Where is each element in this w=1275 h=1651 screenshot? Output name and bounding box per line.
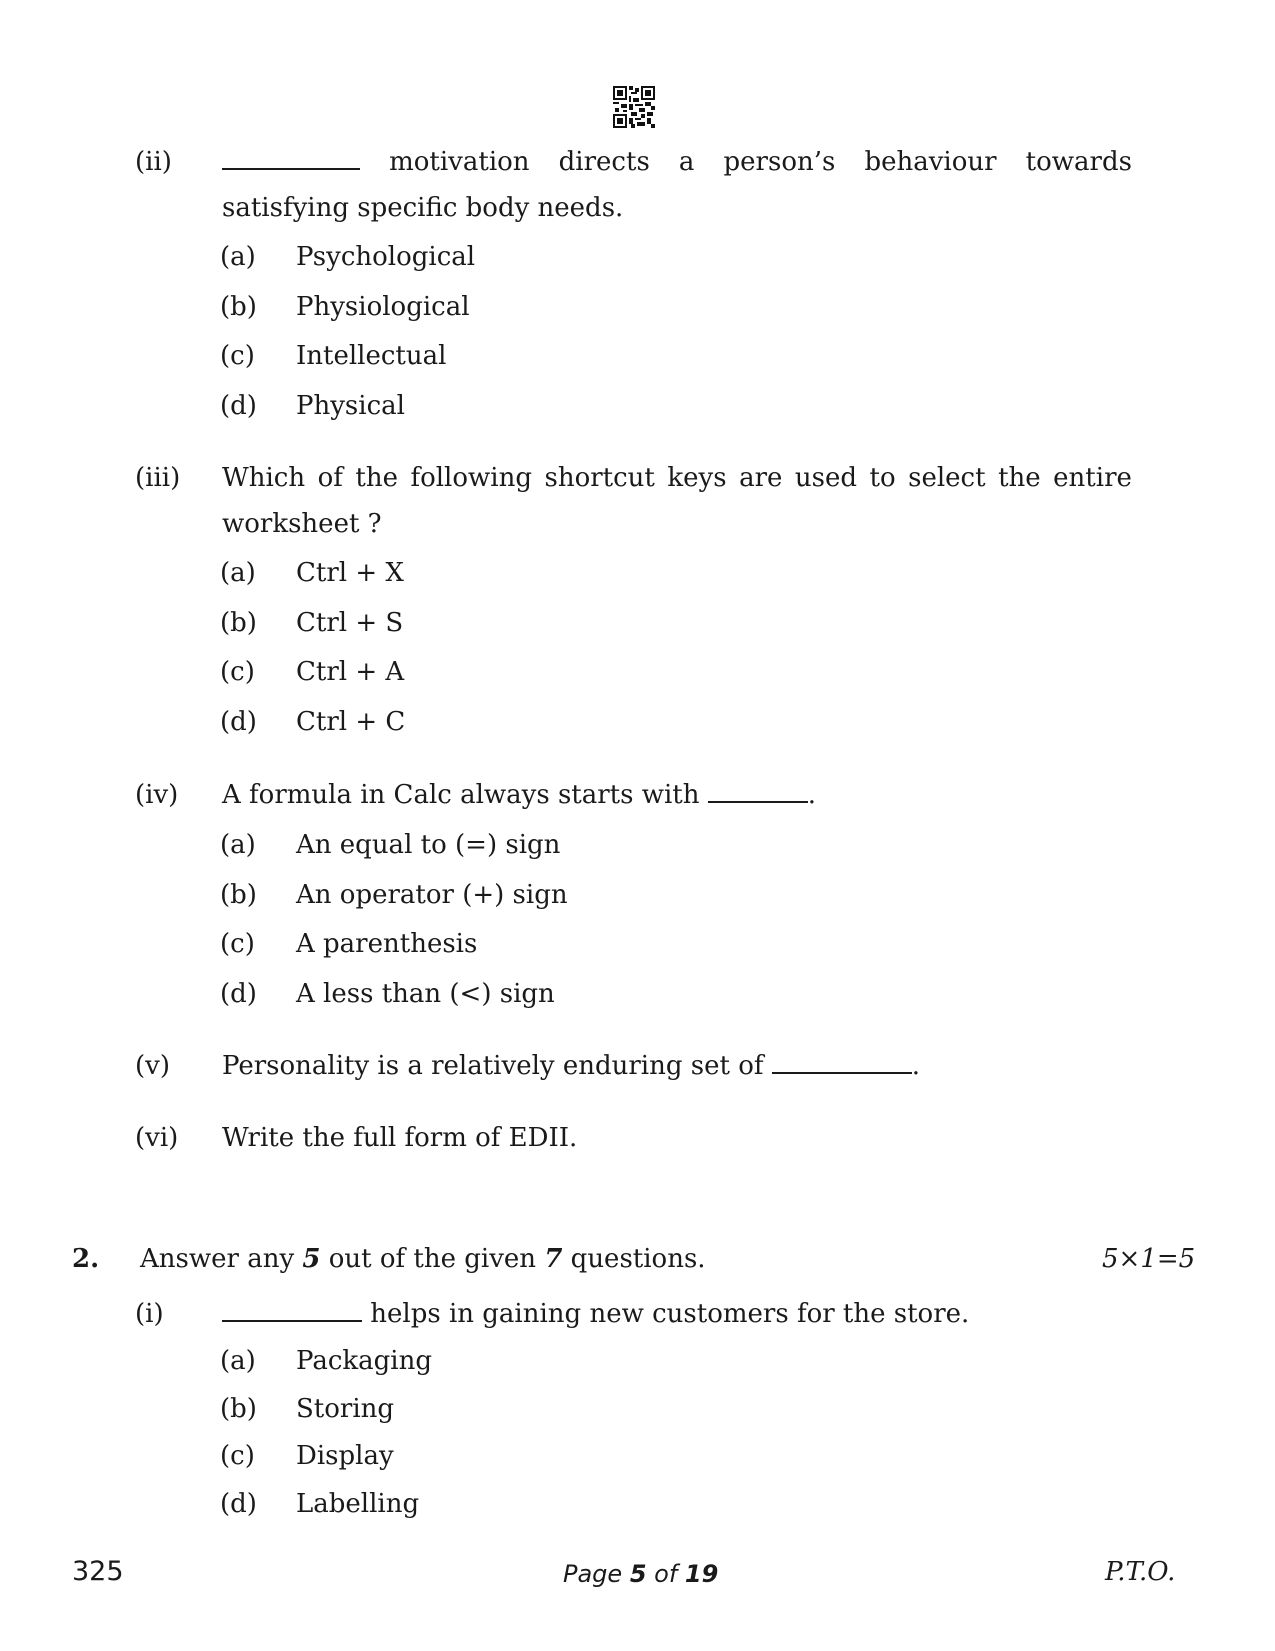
word: following <box>410 463 532 493</box>
question-text: Answer any <box>140 1244 303 1274</box>
option-text: A less than (<) sign <box>296 979 555 1009</box>
option-label: (d) <box>220 391 257 421</box>
pto-label: P.T.O. <box>1105 1557 1176 1587</box>
option-text: An operator (+) sign <box>296 880 568 910</box>
question-number: 2. <box>72 1244 100 1274</box>
question-number: (vi) <box>135 1123 179 1153</box>
word: person’s <box>723 147 836 177</box>
option-text: Storing <box>296 1394 395 1424</box>
option-label: (c) <box>220 341 255 371</box>
question-text-line: worksheet ? <box>222 509 382 539</box>
option-label: (c) <box>220 1441 255 1471</box>
page-current: 5 <box>629 1560 647 1588</box>
option-label: (d) <box>220 1489 257 1519</box>
question-text-line <box>222 1050 920 1082</box>
question-number: (iii) <box>135 463 181 493</box>
option-text: Labelling <box>296 1489 420 1519</box>
option-text: Physical <box>296 391 405 421</box>
question-text: Personality is a relatively enduring set of <box>222 1051 764 1081</box>
word: a <box>678 147 695 177</box>
question-text: questions. <box>562 1244 706 1274</box>
question-text-line: Write the full form of EDII. <box>222 1123 578 1153</box>
option-text: Ctrl + X <box>296 558 404 588</box>
option-label: (b) <box>220 880 257 910</box>
option-label: (a) <box>220 1346 256 1376</box>
word: the <box>998 463 1041 493</box>
question-text: out of the given <box>320 1244 545 1274</box>
word: entire <box>1053 463 1132 493</box>
option-label: (a) <box>220 830 256 860</box>
option-label: (a) <box>220 242 256 272</box>
option-text: An equal to (=) sign <box>296 830 561 860</box>
page-prefix: Page <box>563 1560 630 1588</box>
word: keys <box>667 463 727 493</box>
word: directs <box>558 147 650 177</box>
page-number <box>563 1558 718 1590</box>
option-text: Physiological <box>296 292 470 322</box>
question-text-line <box>222 146 1132 178</box>
option-text: A parenthesis <box>296 929 478 959</box>
question-number: (ii) <box>135 147 172 177</box>
question-text-line <box>222 462 1132 494</box>
word: towards <box>1025 147 1132 177</box>
word: shortcut <box>544 463 655 493</box>
page-mid: of <box>646 1560 685 1588</box>
word: Which <box>222 463 306 493</box>
option-text: Ctrl + C <box>296 707 406 737</box>
word: used <box>794 463 858 493</box>
option-label: (c) <box>220 929 255 959</box>
option-text: Ctrl + S <box>296 608 404 638</box>
punctuation: . <box>807 780 817 810</box>
question-number: (iv) <box>135 780 179 810</box>
answer-blank <box>222 146 360 170</box>
question-text-line: satisfying specific body needs. <box>222 193 624 223</box>
marks-allocation: 5×1=5 <box>1102 1244 1196 1274</box>
emphasis-number: 5 <box>302 1244 321 1274</box>
word: of <box>317 463 343 493</box>
option-text: Psychological <box>296 242 476 272</box>
option-text: Packaging <box>296 1346 432 1376</box>
word: are <box>739 463 783 493</box>
question-number: (i) <box>135 1299 164 1329</box>
option-text: Display <box>296 1441 394 1471</box>
option-label: (c) <box>220 657 255 687</box>
punctuation: . <box>911 1051 921 1081</box>
question-text-line <box>222 779 816 811</box>
paper-code: 325 <box>72 1556 124 1587</box>
option-text: Intellectual <box>296 341 447 371</box>
option-label: (d) <box>220 979 257 1009</box>
answer-blank <box>222 1298 362 1322</box>
page-total: 19 <box>684 1560 719 1588</box>
emphasis-number: 7 <box>544 1244 563 1274</box>
option-text: Ctrl + A <box>296 657 405 687</box>
word: the <box>355 463 398 493</box>
word: to <box>869 463 896 493</box>
word: behaviour <box>864 147 997 177</box>
option-label: (b) <box>220 292 257 322</box>
answer-blank <box>708 779 808 803</box>
question-text-line <box>140 1243 706 1275</box>
question-text-line <box>222 1298 969 1330</box>
option-label: (b) <box>220 608 257 638</box>
word: select <box>908 463 986 493</box>
question-number: (v) <box>135 1051 170 1081</box>
qr-code-icon <box>613 86 655 128</box>
option-label: (b) <box>220 1394 257 1424</box>
word: motivation <box>389 147 530 177</box>
answer-blank <box>772 1050 912 1074</box>
option-label: (d) <box>220 707 257 737</box>
option-label: (a) <box>220 558 256 588</box>
question-text: helps in gaining new customers for the store. <box>370 1299 970 1329</box>
question-text: A formula in Calc always starts with <box>222 780 700 810</box>
